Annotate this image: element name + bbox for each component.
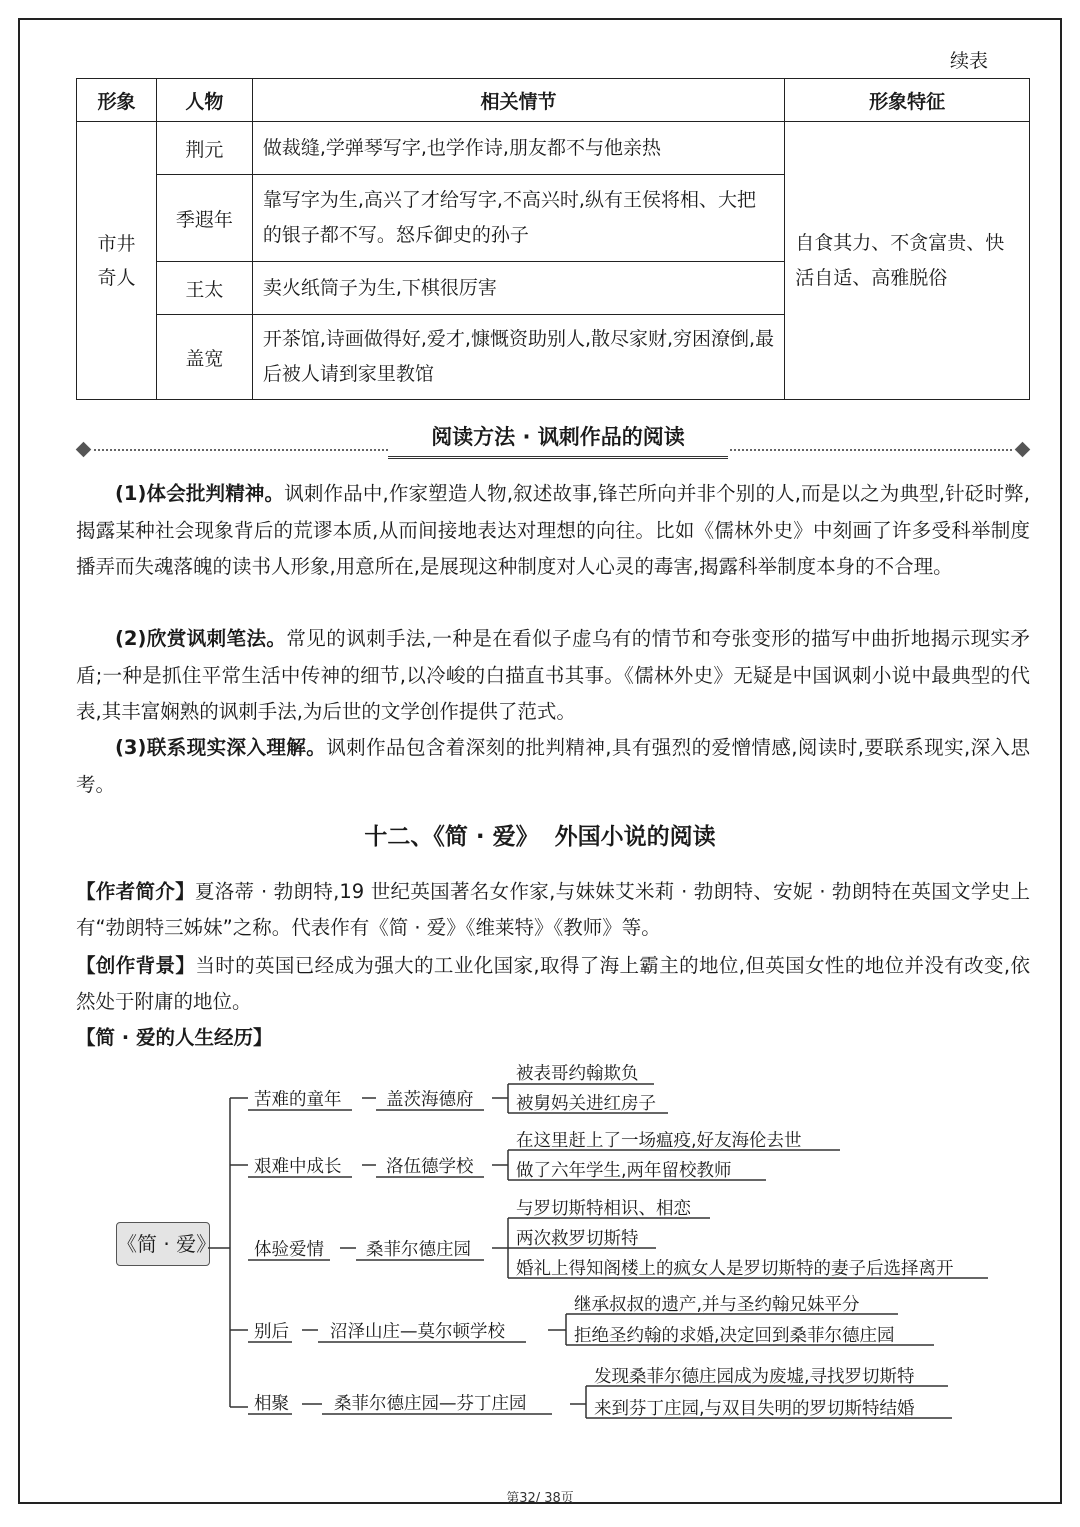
mindmap-stage: 苦难的童年 <box>254 1090 342 1110</box>
person-cell: 荆元 <box>156 122 252 175</box>
mindmap-event: 做了六年学生,两年留校教师 <box>516 1161 732 1181</box>
person-cell: 季遐年 <box>156 175 252 262</box>
group-image-cell: 市井奇人 <box>97 232 136 289</box>
plot-cell: 开茶馆,诗画做得好,爱才,慷慨资助别人,散尽家财,穷困潦倒,最后被人请到家里教馆 <box>252 315 784 400</box>
mindmap-heading-text: 【简 · 爱的人生经历】 <box>76 1026 273 1049</box>
plot-cell: 做裁缝,学弹琴写字,也学作诗,朋友都不与他亲热 <box>252 122 784 175</box>
mindmap-stage: 相聚 <box>254 1394 289 1414</box>
mindmap-stage: 艰难中成长 <box>254 1157 342 1177</box>
mindmap-event: 发现桑菲尔德庄园成为废墟,寻找罗切斯特 <box>594 1367 915 1387</box>
mindmap-place: 盖茨海德府 <box>386 1090 474 1110</box>
continued-label: 续表 <box>949 50 988 72</box>
mindmap-stage: 体验爱情 <box>254 1240 324 1260</box>
paragraph-lead: (3)联系现实深入理解。 <box>115 736 327 759</box>
plot-cell: 卖火纸筒子为生,下棋很厉害 <box>252 262 784 315</box>
chapter-title: 十二、《简 · 爱》 外国小说的阅读 <box>364 824 716 850</box>
paragraph-text: 常见的讽刺手法,一种是在看似子虚乌有的情节和夸张变形的描写中曲折地揭示现实矛盾;一种是抓住平常生活中传神的细节,以冷峻的白描直书其事。《儒林外史》无疑是中国讽刺小说中最典型的代表,其丰富娴熟的讽刺手法,为后世的文学创作提供了范式。 <box>76 627 1030 723</box>
mindmap-stage: 别后 <box>254 1322 289 1342</box>
header-person: 人物 <box>156 79 252 122</box>
mindmap-event: 来到芬丁庄园,与双目失明的罗切斯特结婚 <box>594 1399 915 1419</box>
paragraph-text: 讽刺作品包含着深刻的批判精神,具有强烈的爱憎情感,阅读时,要联系现实,深入思考。 <box>76 736 1030 796</box>
paragraph-text: 讽刺作品中,作家塑造人物,叙述故事,锋芒所向并非个别的人,而是以之为典型,针砭时弊,揭露某种社会现象背后的荒谬本质,从而间接地表达对理想的向往。比如《儒林外史》中刻画了许多受科举制度播弄而失魂落魄的读书人形象,用意所在,是展现这种制度对人心灵的毒害,揭露科举制度本身的不合理。 <box>76 482 1030 578</box>
background-text: 当时的英国已经成为强大的工业化国家,取得了海上霸主的地位,但英国女性的地位并没有改变,依然处于附庸的地位。 <box>76 954 1030 1013</box>
mindmap-event: 两次救罗切斯特 <box>516 1229 639 1249</box>
mindmap-event: 与罗切斯特相识、相恋 <box>516 1199 691 1219</box>
paragraph-lead: (1)体会批判精神。 <box>115 482 285 505</box>
mindmap-event: 拒绝圣约翰的求婚,决定回到桑菲尔德庄园 <box>574 1326 895 1346</box>
person-cell: 盖宽 <box>156 315 252 400</box>
background-tag: 【创作背景】 <box>76 954 196 977</box>
mindmap-place: 桑菲尔德庄园—芬丁庄园 <box>334 1394 527 1414</box>
person-cell: 王太 <box>156 262 252 315</box>
mindmap-event: 被表哥约翰欺负 <box>516 1064 639 1084</box>
header-image: 形象 <box>77 79 157 122</box>
mindmap-place: 桑菲尔德庄园 <box>366 1240 471 1260</box>
paragraph-lead: (2)欣赏讽刺笔法。 <box>115 627 287 650</box>
mindmap-event: 被舅妈关进红房子 <box>516 1094 656 1114</box>
header-trait: 形象特征 <box>785 79 1030 122</box>
mindmap-place: 洛伍德学校 <box>386 1157 474 1177</box>
plot-cell: 靠写字为生,高兴了才给写字,不高兴时,纵有王侯将相、大把的银子都不写。怒斥御史的孙子 <box>252 175 784 262</box>
author-tag: 【作者简介】 <box>76 880 195 903</box>
author-text: 夏洛蒂 · 勃朗特,19 世纪英国著名女作家,与妹妹艾米莉 · 勃朗特、安妮 · 勃朗特在英国文学史上有“勃朗特三姊妹”之称。代表作有《简 · 爱》《维莱特》《教师》等。 <box>76 880 1030 939</box>
mindmap-event: 婚礼上得知阁楼上的疯女人是罗切斯特的妻子后选择离开 <box>516 1259 954 1279</box>
mindmap-event: 在这里赶上了一场瘟疫,好友海伦去世 <box>516 1131 802 1151</box>
mindmap-event: 继承叔叔的遗产,并与圣约翰兄妹平分 <box>574 1295 860 1315</box>
section-title: 阅读方法 · 讽刺作品的阅读 <box>388 418 728 459</box>
header-plot: 相关情节 <box>252 79 784 122</box>
mindmap-root: 《简 · 爱》 <box>116 1222 210 1266</box>
page-number: 第32/ 38页 <box>506 1491 574 1506</box>
group-trait-cell: 自食其力、不贪富贵、快活自适、高雅脱俗 <box>795 231 1005 289</box>
mindmap-place: 沼泽山庄—莫尔顿学校 <box>330 1322 505 1342</box>
